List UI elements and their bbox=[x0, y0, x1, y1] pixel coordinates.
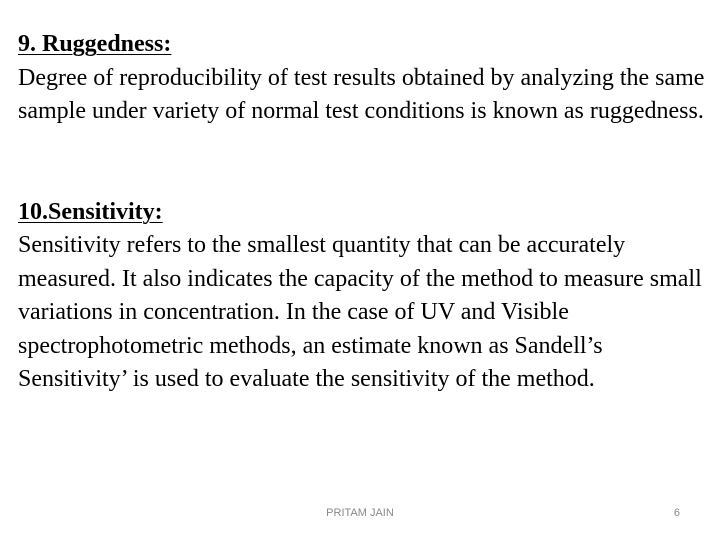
section-title-sensitivity: 10.Sensitivity: bbox=[18, 198, 163, 225]
slide-content bbox=[18, 28, 708, 397]
footer-author: PRITAM JAIN bbox=[326, 507, 394, 519]
section-title-ruggedness: 9. Ruggedness: bbox=[18, 31, 172, 57]
section-body-sensitivity: Sensitivity refers to the smallest quantity that can be accurately measured. It also indicates the capacity of the method to measure small variations in concentration. In the case of UV and Visible spectrophotometric methods, an estimate known as Sandell’s Sensitivity’ is used to evaluate the sensitivity of the method. bbox=[18, 232, 702, 392]
section-body-ruggedness: Degree of reproducibility of test results obtained by analyzing the same sample under variety of normal test conditions is known as ruggedness. bbox=[18, 64, 705, 124]
section-spacer bbox=[18, 129, 708, 196]
footer-page-number: 6 bbox=[673, 507, 680, 519]
